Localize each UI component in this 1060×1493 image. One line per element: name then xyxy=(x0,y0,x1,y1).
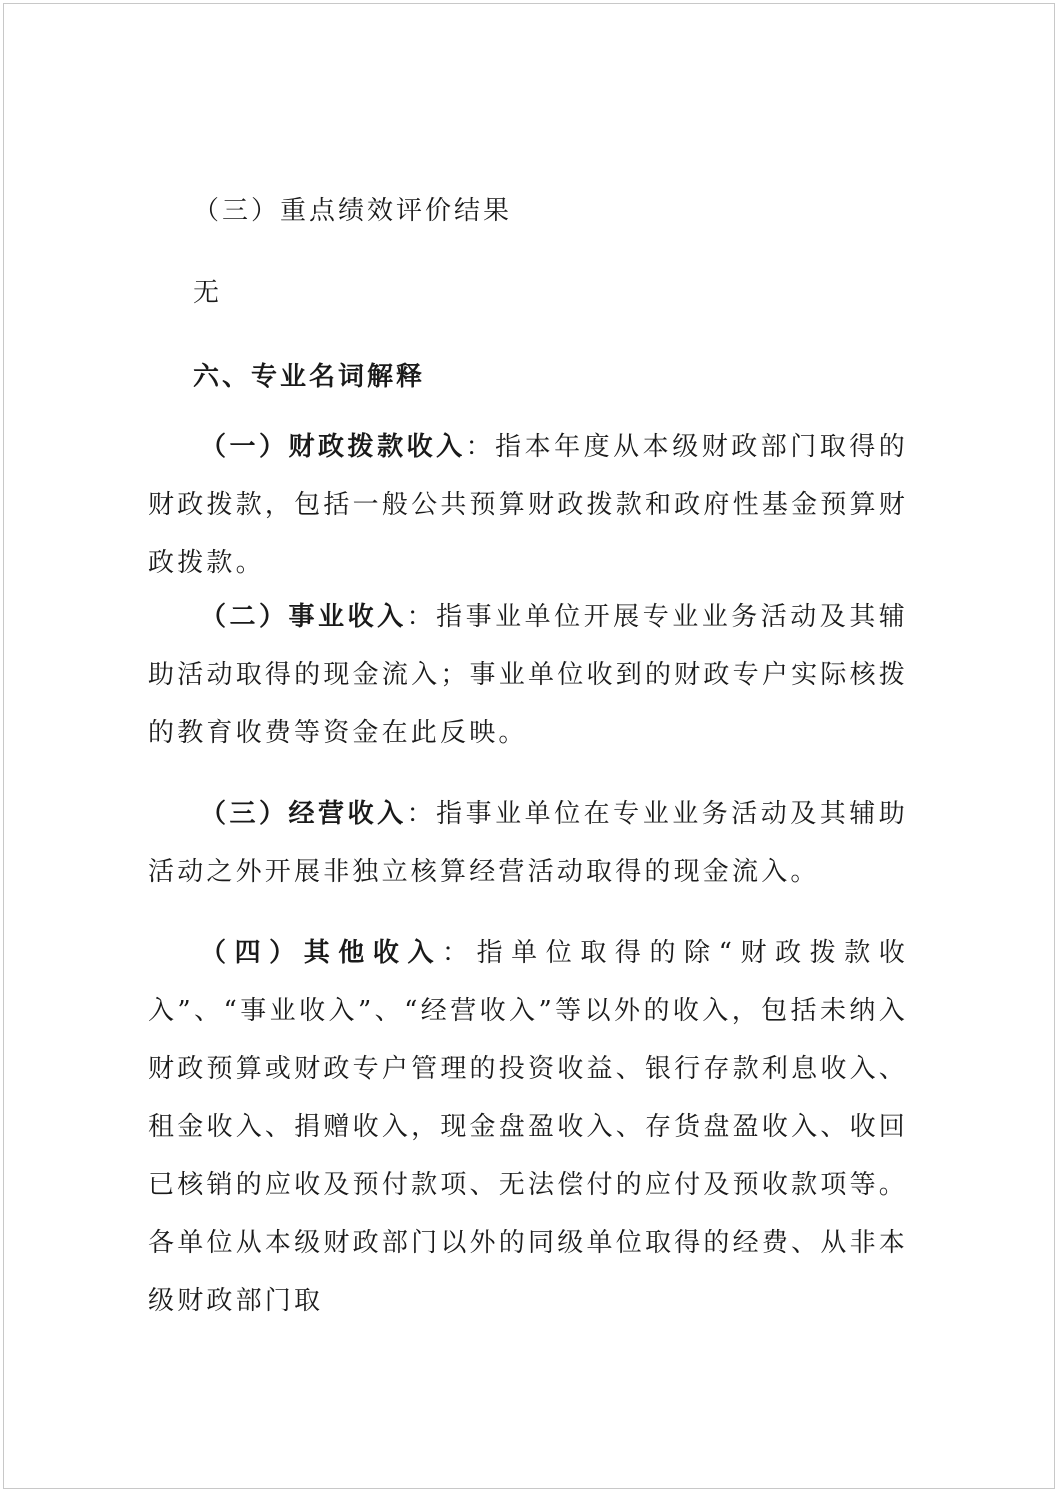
definition-term: （四）其他收入 xyxy=(200,938,443,968)
definition-term: （二）事业收入 xyxy=(200,602,407,632)
definition-text: ：指事业单位在专业业务活动及其辅助活动之外开展非独立核算经营活动取得的现金流入。 xyxy=(148,799,908,887)
definition-paragraph xyxy=(148,924,908,1330)
section-body-none: 无 xyxy=(193,278,223,308)
definition-term: （一）财政拨款收入 xyxy=(200,432,466,462)
definition-paragraph xyxy=(148,785,908,901)
section-heading-performance-results: （三）重点绩效评价结果 xyxy=(193,196,513,226)
definition-term: （三）经营收入 xyxy=(200,799,407,829)
definition-text: ：指事业单位开展专业业务活动及其辅助活动取得的现金流入；事业单位收到的财政专户实际核拨的教育收费等资金在此反映。 xyxy=(148,602,908,748)
definition-text: ：指单位取得的除“财政拨款收入”、“事业收入”、“经营收入”等以外的收入，包括未纳入财政预算或财政专户管理的投资收益、银行存款利息收入、租金收入、捐赠收入，现金盘盈收入、存货盘盈收入、收回已核销的应收及预付款项、无法偿付的应付及预收款项等。各单位从本级财政部门以外的同级单位取得的经费、从非本级财政部门取 xyxy=(148,938,908,1316)
section-heading-terms: 六、专业名词解释 xyxy=(193,362,426,392)
definition-text: ：指本年度从本级财政部门取得的财政拨款，包括一般公共预算财政拨款和政府性基金预算财政拨款。 xyxy=(148,432,908,578)
definition-paragraph xyxy=(148,588,908,762)
definition-paragraph xyxy=(148,418,908,592)
